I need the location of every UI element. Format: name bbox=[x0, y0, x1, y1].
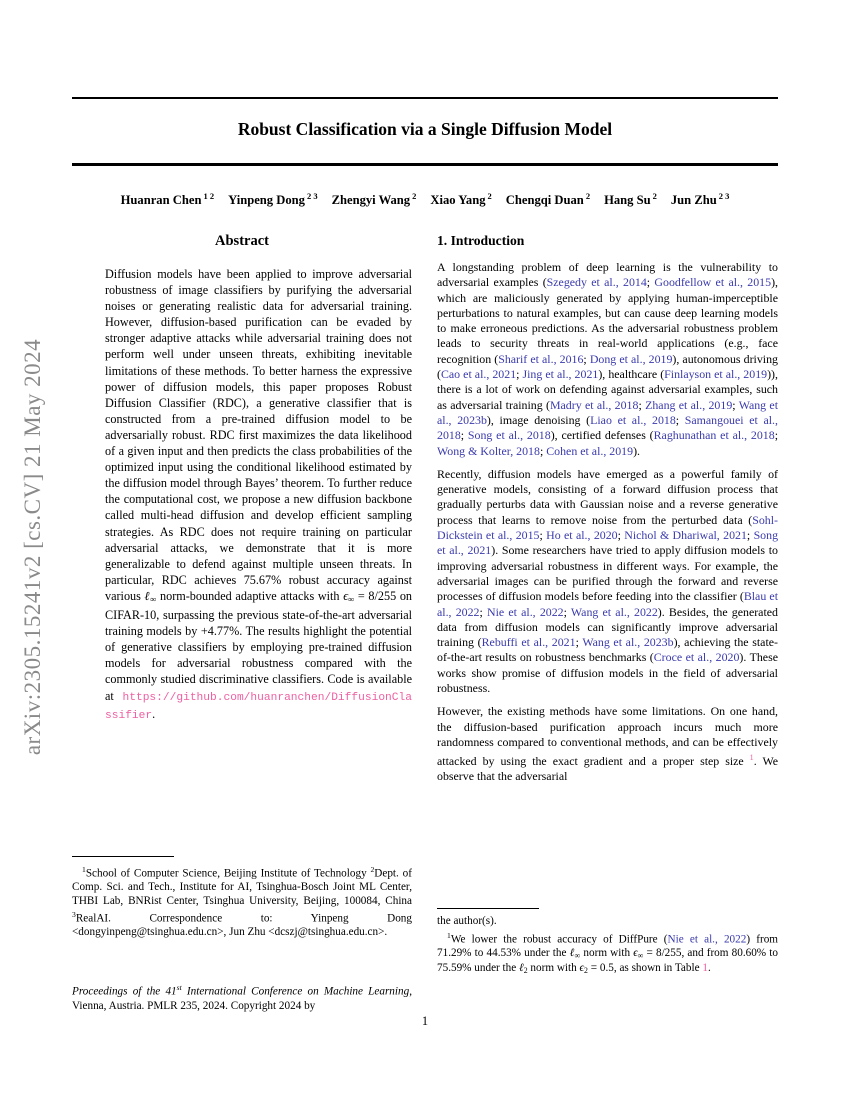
text-segment: ; bbox=[516, 367, 523, 382]
citation-link[interactable]: Song et al., 2018 bbox=[467, 428, 551, 443]
title-rule-top bbox=[72, 97, 778, 99]
right-column bbox=[437, 233, 778, 793]
text-segment: ; bbox=[638, 397, 646, 412]
page-number: 1 bbox=[421, 1014, 429, 1028]
affiliation-footnote-block bbox=[72, 856, 412, 940]
text-segment: 1 bbox=[82, 865, 86, 874]
author-affiliation-sup: 2 3 bbox=[718, 191, 730, 201]
text-segment: ), healthcare ( bbox=[598, 367, 665, 382]
text-segment: School of Computer Science, Beijing Institute of Technology bbox=[85, 867, 371, 880]
paper-title: Robust Classification via a Single Diffusion Model bbox=[237, 119, 613, 139]
text-segment: ℓ bbox=[569, 946, 575, 959]
text-segment: ) from 71.29% to 44.53% under the bbox=[437, 933, 778, 959]
citation-link[interactable]: Dong et al., 2019 bbox=[589, 351, 673, 366]
text-segment: Dept. of Comp. Sci. and Tech., Institute for AI, Tsinghua-Bosch Joint ML Center, THBI Lab, BNRist Center, Tsinghua University, Beijing, 100084, China bbox=[72, 867, 412, 907]
text-segment: ), autonomous driving ( bbox=[437, 351, 778, 382]
text-segment: ∞ bbox=[574, 950, 581, 960]
text-segment: ), image denoising ( bbox=[486, 412, 591, 427]
text-segment: ; bbox=[583, 351, 590, 366]
footnote-rule-right bbox=[437, 908, 539, 909]
text-segment: ; bbox=[675, 412, 685, 427]
text-segment: ℓ bbox=[519, 962, 524, 975]
text-segment: ), certified defenses ( bbox=[550, 428, 654, 443]
affiliation-footnote bbox=[72, 863, 412, 940]
intro-paragraph-1 bbox=[437, 260, 778, 459]
abstract-heading: Abstract bbox=[215, 233, 269, 249]
copyright-continuation: the author(s). bbox=[437, 915, 497, 927]
text-segment: . bbox=[707, 962, 711, 975]
text-segment: ℓ bbox=[144, 588, 151, 603]
author-list bbox=[0, 191, 850, 208]
text-segment: ∞ bbox=[637, 950, 644, 960]
text-segment: norm with bbox=[580, 946, 634, 959]
author-name: Chengqi Duan bbox=[505, 193, 584, 208]
text-segment: = 0.5, as shown in Table bbox=[587, 962, 703, 975]
left-column bbox=[72, 231, 412, 724]
text-segment: . bbox=[152, 706, 156, 721]
intro-paragraph-3 bbox=[437, 704, 778, 784]
citation-link[interactable]: Finlayson et al., 2019 bbox=[664, 367, 768, 382]
citation-link[interactable]: Szegedy et al., 2014 bbox=[546, 275, 647, 290]
citation-link[interactable]: Sohl-Dickstein et al., 2015 bbox=[437, 512, 778, 543]
citation-link[interactable]: Madry et al., 2018 bbox=[549, 397, 639, 412]
text-segment: )), there is a lot of work on defending against adversarial examples, such as adversarial training ( bbox=[437, 367, 778, 412]
text-segment: norm-bounded adaptive attacks with bbox=[156, 588, 344, 603]
text-segment: A longstanding problem of deep learning is the vulnerability to adversarial examples ( bbox=[437, 260, 778, 290]
author-name: Huanran Chen bbox=[120, 193, 202, 208]
author-affiliation-sup: 1 2 bbox=[203, 191, 215, 201]
author-affiliation-sup: 2 3 bbox=[306, 191, 318, 201]
text-segment: st bbox=[176, 983, 182, 992]
text-segment: ; bbox=[479, 604, 487, 619]
text-segment: ϵ bbox=[633, 946, 638, 959]
citation-link[interactable]: Wang et al., 2022 bbox=[570, 604, 658, 619]
text-segment: , Vienna, Austria. PMLR 235, 2024. Copyright 2024 by bbox=[72, 985, 412, 1012]
text-segment: ), which are maliciously generated by applying human-imperceptible perturbations to natural examples, but can cause deep learning models to make erroneous predictions. As the adversarial robustness problem leads to security threats in real-world applications (e.g., face recognition ( bbox=[437, 275, 779, 366]
text-segment: . We observe that the adversarial bbox=[437, 754, 778, 784]
author-affiliation-sup: 2 bbox=[652, 191, 657, 201]
text-segment: Recently, diffusion models have emerged as a powerful family of generative models, consisting of a forward diffusion process that gradually perturbs data with Gaussian noise and a reverse generative process that learns to remove noise from the perturbed data ( bbox=[437, 466, 778, 527]
text-segment: ; bbox=[732, 397, 739, 412]
text-segment: 3 bbox=[72, 910, 76, 920]
text-segment: ). These works show promise of diffusion models in the field of adversarial robustness. bbox=[437, 650, 778, 696]
author bbox=[506, 193, 590, 207]
text-segment: ). Some researchers have tried to apply diffusion models to improving adversarial robustness in different ways. For example, the adversarial images can be purified through the forward and reverse processes of diffusion models before feeding into the classifier ( bbox=[437, 543, 778, 604]
text-segment: ; bbox=[563, 604, 571, 619]
text-segment: 2 bbox=[584, 966, 588, 976]
abstract-body bbox=[105, 266, 412, 724]
text-segment: ; bbox=[646, 275, 655, 290]
text-segment: Proceedings of the 41 bbox=[72, 985, 177, 998]
title-rule-bottom bbox=[72, 163, 778, 166]
text-segment: However, the existing methods have some limitations. On one hand, the diffusion-based purification approach incurs much more randomness compared to conventional methods, and can be effectively attacked by using the exact gradient and a proper step size bbox=[437, 704, 778, 769]
author bbox=[671, 193, 730, 207]
author-name: Yinpeng Dong bbox=[228, 193, 305, 208]
text-segment: = 8/255 on CIFAR-10, surpassing the previous state-of-the-art adversarial training models by +4.77%. The results highlight the potential of generative classifiers by employing pre-trained diffusion models for adversarial robustness compared with the commonly studied discriminative classifiers. Code is available at bbox=[105, 588, 413, 703]
citation-link[interactable]: Nie et al., 2022 bbox=[667, 933, 747, 946]
citation-link[interactable]: Jing et al., 2021 bbox=[522, 367, 599, 382]
text-segment: norm with bbox=[527, 962, 580, 975]
text-segment: ; bbox=[774, 428, 779, 443]
text-segment: ∞ bbox=[150, 594, 157, 604]
text-segment: 2 bbox=[370, 865, 375, 874]
citation-link[interactable]: Sharif et al., 2016 bbox=[498, 351, 584, 366]
author bbox=[121, 193, 214, 207]
introduction-heading: 1. Introduction bbox=[437, 233, 525, 248]
text-segment: ), achieving the state-of-the-art results on robustness benchmarks ( bbox=[437, 635, 778, 665]
text-segment: ; bbox=[460, 428, 468, 443]
citation-link[interactable]: Raghunathan et al., 2018 bbox=[653, 428, 775, 443]
arxiv-watermark: arXiv:2305.15241v2 [cs.CV] 21 May 2024 bbox=[20, 338, 45, 756]
citation-link[interactable]: Wang et al., 2023b bbox=[582, 635, 674, 650]
citation-link[interactable]: Cao et al., 2021 bbox=[440, 367, 517, 382]
author bbox=[228, 193, 318, 207]
citation-link[interactable]: Blau et al., 2022 bbox=[437, 589, 779, 619]
text-segment: ; bbox=[617, 528, 625, 543]
text-segment: ; bbox=[575, 635, 583, 650]
citation-link[interactable]: Wang et al., 2023b bbox=[437, 397, 779, 427]
author-affiliation-sup: 2 bbox=[585, 191, 591, 201]
proceedings-notice bbox=[72, 981, 412, 1013]
text-segment: We lower the robust accuracy of DiffPure ( bbox=[450, 933, 668, 946]
right-footnote-block bbox=[437, 908, 778, 978]
citation-link[interactable]: Cohen et al., 2019 bbox=[546, 443, 634, 458]
citation-link[interactable]: Ho et al., 2020 bbox=[546, 528, 618, 543]
text-segment: ϵ bbox=[579, 962, 585, 975]
author-name: Xiao Yang bbox=[430, 193, 486, 208]
citation-link[interactable]: Song et al., 2021 bbox=[437, 528, 779, 558]
author-name: Jun Zhu bbox=[670, 193, 717, 208]
author-affiliation-sup: 2 bbox=[412, 191, 417, 201]
table-ref-link[interactable]: 1 bbox=[702, 962, 708, 975]
citation-link[interactable]: Liao et al., 2018 bbox=[590, 412, 676, 427]
text-segment: ∞ bbox=[348, 594, 355, 604]
text-segment: Diffusion models have been applied to improve adversarial robustness of image classifiers by purifying the adversarial noises or generating realistic data for adversarial training. However, diffusion-based purification can be evaded by stronger adaptive attacks while adversarial training does not perform well under unseen threats, exhibiting inevitable limitations of these methods. To better harness the expressive power of diffusion models, this paper proposes Robust Diffusion Classifier (RDC), a generative classifier that is constructed from a pre-trained diffusion model to be adversarially robust. RDC first maximizes the data likelihood of a given input and then predicts the class probabilities of the optimized input using the conditional likelihood estimated by the diffusion model through Bayes’ theorem. To further reduce the computational cost, we propose a new diffusion backbone called multi-head diffusion and develop efficient sampling strategies. As RDC does not require training on particular adversarial attacks, we demonstrate that it is more generalizable to defend against multiple unseen threats. In particular, RDC achieves 75.67% robust accuracy against various bbox=[105, 267, 412, 603]
author-affiliation-sup: 2 bbox=[487, 191, 492, 201]
citation-link[interactable]: Zhang et al., 2019 bbox=[645, 397, 733, 412]
text-segment: ). bbox=[633, 443, 641, 458]
citation-link[interactable]: Nichol & Dhariwal, 2021 bbox=[624, 528, 747, 543]
citation-link[interactable]: Nie et al., 2022 bbox=[487, 604, 564, 619]
text-segment: ϵ bbox=[343, 588, 349, 603]
citation-link[interactable]: Samangouei et al., 2018 bbox=[437, 412, 778, 443]
text-segment: ; bbox=[746, 528, 754, 543]
text-segment: RealAI. Correspondence to: Yinpeng Dong <dongyinpeng@tsinghua.edu.cn>, Jun Zhu <dcszj@tsinghua.edu.cn>. bbox=[72, 912, 412, 939]
footnote-ref-link[interactable]: 1 bbox=[749, 753, 754, 763]
text-segment: 1 bbox=[447, 930, 451, 940]
text-segment: = 8/255, and from 80.60% to 75.59% under the bbox=[437, 946, 778, 975]
citation-link[interactable]: Wong & Kolter, 2018 bbox=[437, 443, 540, 458]
author bbox=[604, 193, 657, 207]
text-segment: International Conference on Machine Learning bbox=[181, 985, 410, 998]
author-name: Hang Su bbox=[604, 193, 651, 208]
author bbox=[430, 193, 491, 207]
intro-paragraph-2 bbox=[437, 467, 778, 696]
citation-link[interactable]: Rebuffi et al., 2021 bbox=[481, 635, 576, 650]
footnote-1 bbox=[437, 929, 778, 978]
text-segment: 2 bbox=[523, 966, 528, 976]
text-segment: ; bbox=[539, 528, 547, 543]
citation-link[interactable]: Croce et al., 2020 bbox=[653, 650, 740, 665]
text-segment: ; bbox=[539, 443, 547, 458]
footnote-rule-left bbox=[72, 856, 174, 857]
author-name: Zhengyi Wang bbox=[331, 193, 411, 208]
code-url-link[interactable]: https://github.com/huanranchen/DiffusionClassifier bbox=[105, 691, 412, 722]
author bbox=[332, 193, 417, 207]
citation-link[interactable]: Goodfellow et al., 2015 bbox=[654, 275, 772, 290]
text-segment: ). Besides, the generated data from diffusion models can significantly improve adversarial training ( bbox=[437, 604, 778, 650]
